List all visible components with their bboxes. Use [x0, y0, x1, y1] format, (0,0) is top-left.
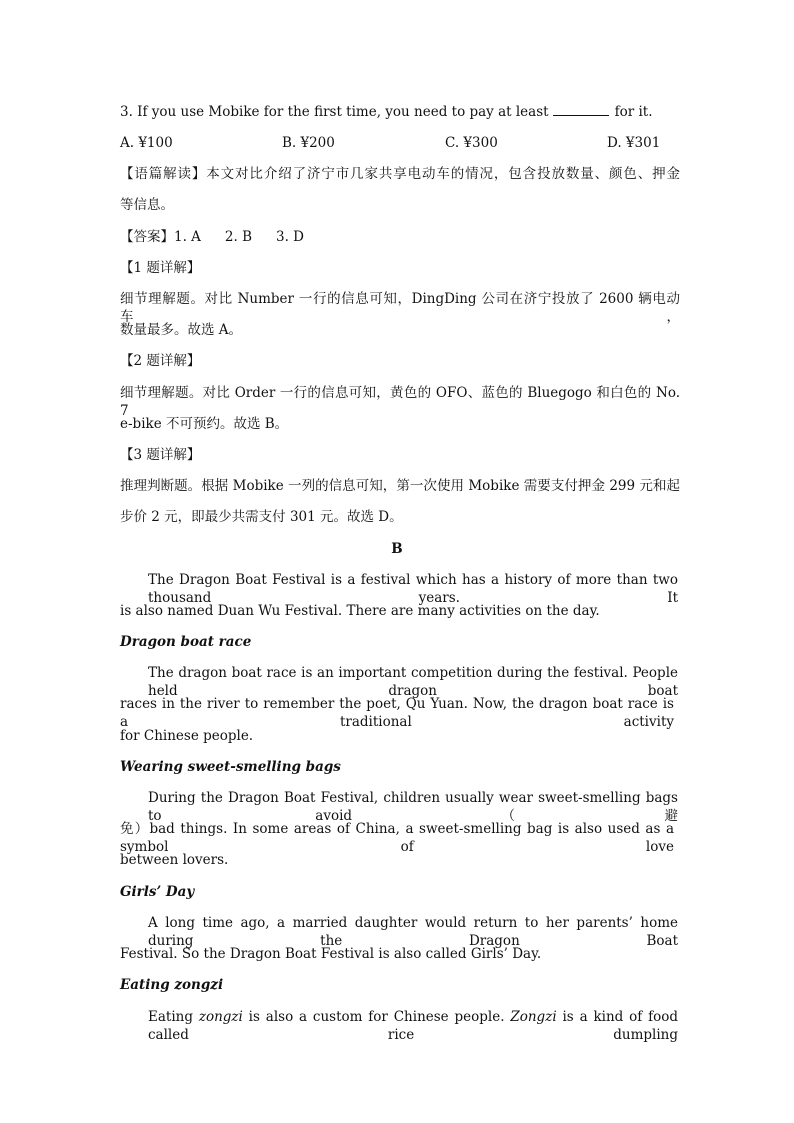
race-line-1: The dragon boat race is an important competition during the festival. People held dragon boat	[148, 665, 678, 699]
explain-1-line-2: 数量最多。故选 A。	[120, 322, 243, 338]
option-d: D. ¥301	[607, 135, 661, 151]
race-line-2: races in the river to remember the poet, Qu Yuan. Now, the dragon boat race is a traditional activity	[120, 696, 674, 730]
answer-1: 1. A	[174, 229, 201, 245]
bags-line-3: between lovers.	[120, 852, 229, 868]
bags-heading: Wearing sweet-smelling bags	[120, 759, 341, 775]
explain-2-line-2: e-bike 不可预约。故选 B。	[120, 416, 289, 432]
bags-line-1: During the Dragon Boat Festival, children usually wear sweet-smelling bags to avoid（避	[148, 790, 678, 824]
answer-label: 【答案】	[120, 229, 174, 245]
intro-line-1: The Dragon Boat Festival is a festival which has a history of more than two thousand years. It	[148, 572, 678, 606]
option-b: B. ¥200	[282, 135, 335, 151]
girls-heading: Girls’ Day	[120, 884, 195, 900]
explain-3-heading: 【3 题详解】	[120, 447, 201, 463]
answer-3: 3. D	[276, 229, 305, 245]
zongzi-text-c: is a kind of food called rice dumpling	[148, 1009, 678, 1043]
zongzi-term-1: zongzi	[198, 1009, 243, 1025]
bags-line-2: 免）bad things. In some areas of China, a sweet-smelling bag is also used as a symbol of love	[120, 821, 674, 855]
interpretation-line-2: 等信息。	[120, 197, 174, 213]
explain-1-line-1: 细节理解题。对比 Number 一行的信息可知，DingDing 公司在济宁投放了 2600 辆电动车，	[120, 291, 680, 325]
answer-key	[120, 228, 680, 246]
option-a: A. ¥100	[120, 135, 173, 151]
explain-2-heading: 【2 题详解】	[120, 353, 201, 369]
explain-2-line-1: 细节理解题。对比 Order 一行的信息可知，黄色的 OFO、蓝色的 Bluegogo 和白色的 No. 7	[120, 385, 680, 419]
zongzi-text-a: Eating	[148, 1009, 199, 1025]
explain-1-heading: 【1 题详解】	[120, 260, 201, 276]
zongzi-term-2: Zongzi	[510, 1009, 557, 1025]
race-line-3: for Chinese people.	[120, 728, 254, 744]
zongzi-text-b: is also a custom for Chinese people.	[242, 1009, 511, 1025]
option-c: C. ¥300	[445, 135, 498, 151]
zongzi-heading: Eating zongzi	[120, 977, 224, 993]
explain-3-line-1: 推理判断题。根据 Mobike 一列的信息可知，第一次使用 Mobike 需要支付押金 299 元和起	[120, 478, 680, 494]
intro-line-2: is also named Duan Wu Festival. There are many activities on the day.	[120, 603, 600, 619]
question-3	[120, 103, 680, 121]
question-3-text: 3. If you use Mobike for the first time, you need to pay at least	[120, 104, 549, 120]
race-heading: Dragon boat race	[120, 634, 252, 650]
girls-line-2: Festival. So the Dragon Boat Festival is also called Girls’ Day.	[120, 946, 542, 962]
girls-line-1: A long time ago, a married daughter would return to her parents’ home during the Dragon Boat	[148, 915, 678, 949]
answer-2: 2. B	[224, 229, 253, 245]
section-b-title: B	[391, 541, 403, 557]
explain-3-line-2: 步价 2 元，即最少共需支付 301 元。故选 D。	[120, 509, 403, 525]
interpretation-line-1: 【语篇解读】本文对比介绍了济宁市几家共享电动车的情况，包含投放数量、颜色、押金	[120, 166, 680, 182]
answer-blank	[553, 103, 609, 116]
question-3-text-end: for it.	[614, 104, 653, 120]
zongzi-line-1	[148, 1008, 678, 1043]
